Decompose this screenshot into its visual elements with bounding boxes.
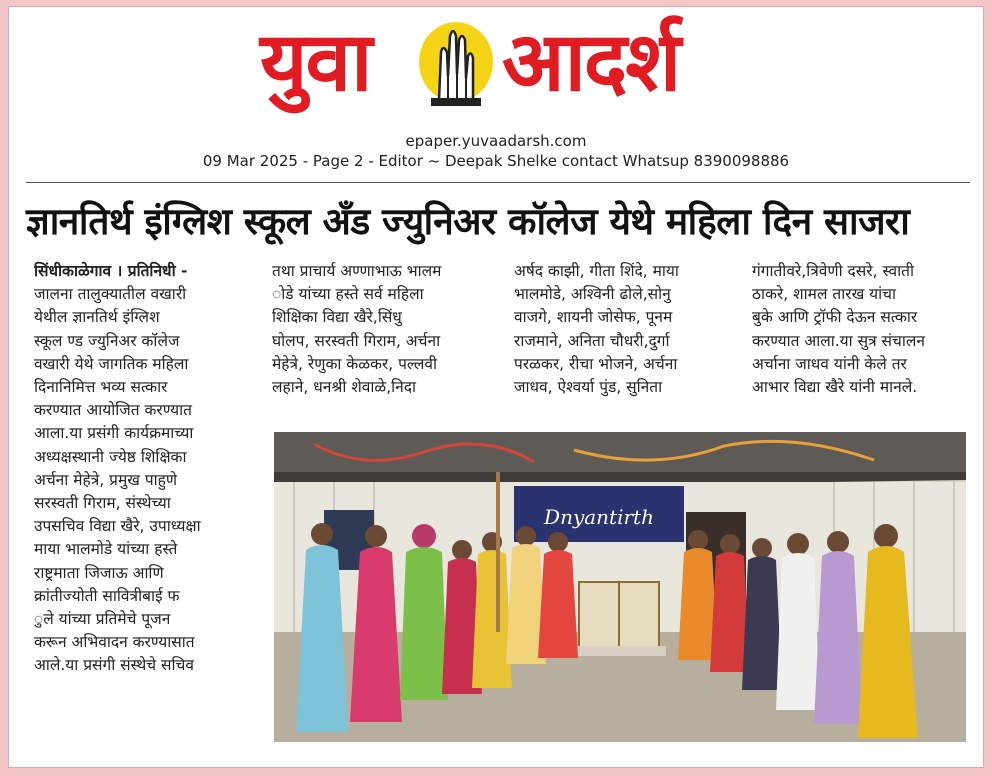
site-url: epaper.yuvaadarsh.com	[405, 132, 587, 150]
logo-emblem-icon	[417, 16, 495, 112]
text-line: उपसचिव विद्या खैरे, उपाध्यक्षा	[34, 517, 201, 536]
article-column-2	[272, 260, 490, 399]
text-line: माया भालमोडे यांच्या हस्ते	[34, 540, 178, 559]
text-line: गंगातीवरे,त्रिवेणी दसरे, स्वाती	[752, 262, 914, 280]
text-line: दिनानिमित्त भव्य सत्कार	[34, 378, 168, 397]
text-line: बुके आणि ट्रॉफी देऊन सत्कार	[752, 308, 918, 327]
article-column-4	[752, 260, 966, 399]
text-line: करून अभिवादन करण्यासात	[34, 633, 195, 652]
text-line: राजमाने, अनिता चौधरी,दुर्गा	[514, 331, 670, 350]
text-line: स्कूल ण्ड ज्युनिअर कॉलेज	[34, 331, 180, 350]
header-divider	[26, 182, 970, 183]
text-line: अध्यक्षस्थानी ज्येष्ठ शिक्षिका	[34, 447, 187, 466]
text-line: वखारी येथे जागतिक महिला	[34, 354, 189, 373]
article-column-1	[34, 260, 248, 678]
article-headline: ज्ञानतिर्थ इंग्लिश स्कूल अँड ज्युनिअर कॉलेज येथे महिला दिन साजरा	[26, 200, 910, 243]
text-line: परळकर, रीचा भोजने, अर्चना	[514, 354, 678, 373]
dateline: सिंधीकाळेगाव । प्रतिनिधी -	[34, 262, 188, 280]
text-line: येथील ज्ञानतिर्थ इंग्लिश	[34, 308, 160, 327]
logo-text-right: आदर्श	[502, 15, 680, 110]
text-line: राष्ट्रमाता जिजाऊ आणि	[34, 563, 164, 582]
text-line: सरस्वती गिराम, संस्थेच्या	[34, 494, 171, 513]
text-line: अर्षद काझी, गीता शिंदे, माया	[514, 262, 679, 280]
text-line: क्रांतीज्योती सावित्रीबाई फ	[34, 586, 180, 605]
text-line: अर्चाना जाधव यांनी केले तर	[752, 354, 907, 373]
text-line: आले.या प्रसंगी संस्थेचे सचिव	[34, 656, 194, 675]
text-line: शिक्षिका विद्या खैरे,सिंधु	[272, 308, 402, 327]
text-line: भालमोडे, अश्विनी ढोले,सोनु	[514, 285, 671, 304]
issue-meta: 09 Mar 2025 - Page 2 - Editor ~ Deepak Shelke contact Whatsup 8390098886	[202, 152, 790, 170]
text-line: घोलप, सरस्वती गिराम, अर्चना	[272, 331, 441, 350]
text-line: जालना तालुक्यातील वखारी	[34, 285, 187, 304]
photo-illustration	[274, 432, 966, 742]
text-line: लहाने, धनश्री शेवाळे,निदा	[272, 378, 417, 397]
text-line: अर्चना मेहेत्रे, प्रमुख पाहुणे	[34, 470, 178, 489]
banner-text: Dnyantirth	[544, 505, 654, 529]
text-line: वाजगे, शायनी जोसेफ, पूनम	[514, 308, 673, 327]
text-line: मेहेत्रे, रेणुका केळकर, पल्लवी	[272, 354, 438, 373]
text-line: आभार विद्या खैरे यांनी मानले.	[752, 378, 918, 397]
article-column-3	[514, 260, 732, 399]
event-group-photo	[274, 432, 966, 742]
text-line: ुले यांच्या प्रतिमेचे पूजन	[34, 610, 171, 629]
text-line: करण्यात आला.या सुत्र संचालन	[752, 331, 926, 350]
text-line: ोडे यांच्या हस्ते सर्व महिला	[272, 285, 424, 304]
logo-text-left: युवा	[260, 15, 371, 110]
masthead	[252, 4, 732, 124]
text-line: ठाकरे, शामल तारख यांचा	[752, 285, 897, 304]
text-line: करण्यात आयोजित करण्यात	[34, 401, 192, 420]
text-line: तथा प्राचार्य अण्णाभाऊ भालम	[272, 262, 442, 280]
text-line: आला.या प्रसंगी कार्यक्रमाच्या	[34, 424, 194, 443]
text-line: जाधव, ऐश्वर्या पुंड, सुनिता	[514, 378, 663, 397]
